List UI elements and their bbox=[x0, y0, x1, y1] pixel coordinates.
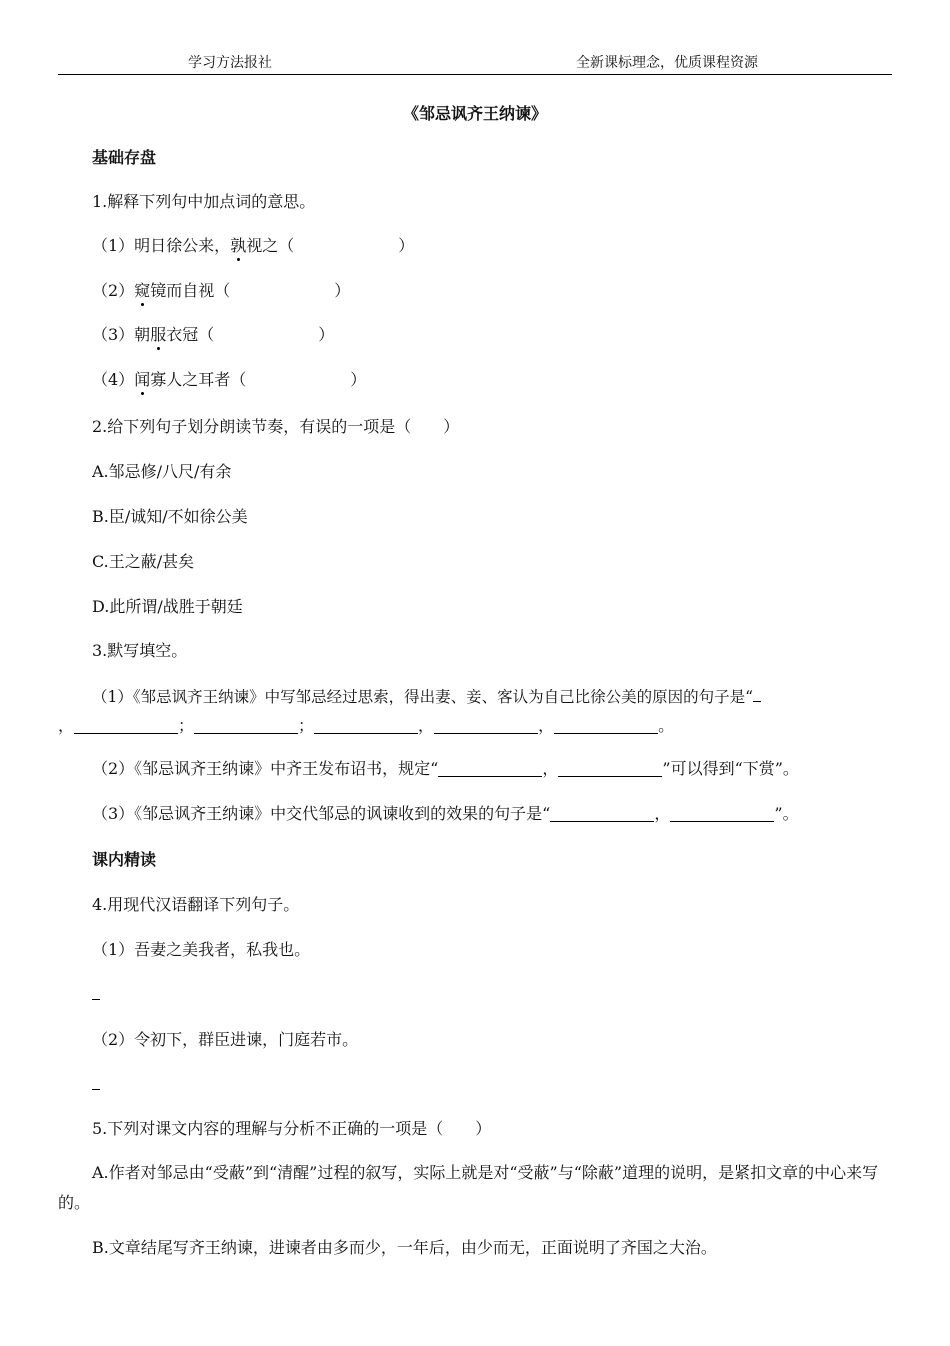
question-2-option-c: C.王之蔽/甚矣 bbox=[92, 552, 195, 571]
answer-blank[interactable] bbox=[92, 1079, 100, 1090]
question-5-option-b: B.文章结尾写齐王纳谏，进谏者由多而少，一年后，由少而无，正面说明了齐国之大治。 bbox=[92, 1238, 717, 1257]
question-4-answer-2 bbox=[92, 1075, 100, 1095]
answer-blank[interactable] bbox=[74, 717, 178, 734]
question-1-stem: 1.解释下列句中加点词的意思。 bbox=[92, 192, 316, 211]
question-1-item-2: （2）窥镜而自视（ ） bbox=[92, 281, 351, 300]
question-2-option-d: D.此所谓/战胜于朝廷 bbox=[92, 597, 243, 616]
section-heading-reading: 课内精读 bbox=[92, 850, 157, 869]
answer-blank[interactable] bbox=[92, 989, 100, 1000]
question-3-item-3: （3）《邹忌讽齐王纳谏》中交代邹忌的讽谏收到的效果的句子是“ ， ”。 bbox=[92, 804, 799, 823]
question-1-item-4: （4）闻寡人之耳者（ ） bbox=[92, 370, 367, 389]
question-2-stem: 2.给下列句子划分朗读节奏，有误的一项是（ ） bbox=[92, 417, 460, 436]
page-header bbox=[58, 54, 892, 75]
header-publisher: 学习方法报社 bbox=[188, 55, 272, 71]
question-2-option-b: B.臣/诚知/不如徐公美 bbox=[92, 507, 248, 526]
dotted-char: 服 bbox=[150, 325, 167, 344]
question-3-item-1-line-2: ， ； ； ， ， 。 bbox=[58, 716, 675, 735]
question-3-item-1-line-1: （1）《邹忌讽齐王纳谏》中写邹忌经过思索，得出妻、妾、客认为自己比徐公美的原因的句子是“ bbox=[92, 687, 761, 707]
answer-blank[interactable] bbox=[670, 805, 774, 822]
section-heading-basic: 基础存盘 bbox=[92, 148, 157, 167]
answer-blank[interactable] bbox=[194, 717, 298, 734]
answer-blank[interactable] bbox=[438, 760, 542, 777]
answer-blank[interactable] bbox=[434, 717, 538, 734]
dotted-char: 闻 bbox=[134, 370, 151, 389]
question-4-answer-1 bbox=[92, 985, 100, 1005]
question-2-option-a: A.邹忌修/八尺/有余 bbox=[92, 462, 232, 481]
question-1-item-1: （1）明日徐公来，孰视之（ ） bbox=[92, 236, 415, 255]
answer-blank[interactable] bbox=[550, 805, 654, 822]
document-title: 《邹忌讽齐王纳谏》 bbox=[402, 104, 547, 123]
question-4-stem: 4.用现代汉语翻译下列句子。 bbox=[92, 895, 300, 914]
question-5-option-a: A.作者对邹忌由“受蔽”到“清醒”过程的叙写，实际上就是对“受蔽”与“除蔽”道理的说明，是紧扣文章的中心来写的。 bbox=[58, 1163, 879, 1212]
question-3-item-2: （2）《邹忌讽齐王纳谏》中齐王发布诏书，规定“ ， ”可以得到“下赏”。 bbox=[92, 759, 799, 778]
answer-blank[interactable] bbox=[314, 717, 418, 734]
answer-blank[interactable] bbox=[753, 691, 761, 702]
question-5-stem: 5.下列对课文内容的理解与分析不正确的一项是（ ） bbox=[92, 1119, 492, 1138]
answer-blank[interactable] bbox=[554, 717, 658, 734]
question-3-stem: 3.默写填空。 bbox=[92, 641, 188, 660]
question-4-item-1: （1）吾妻之美我者，私我也。 bbox=[92, 940, 311, 959]
dotted-char: 孰 bbox=[230, 236, 247, 255]
answer-blank[interactable] bbox=[558, 760, 662, 777]
dotted-char: 窥 bbox=[134, 281, 151, 300]
question-4-item-2: （2）令初下，群臣进谏，门庭若市。 bbox=[92, 1030, 359, 1049]
question-1-item-3: （3）朝服衣冠（ ） bbox=[92, 325, 335, 344]
header-slogan: 全新课标理念，优质课程资源 bbox=[576, 55, 758, 71]
